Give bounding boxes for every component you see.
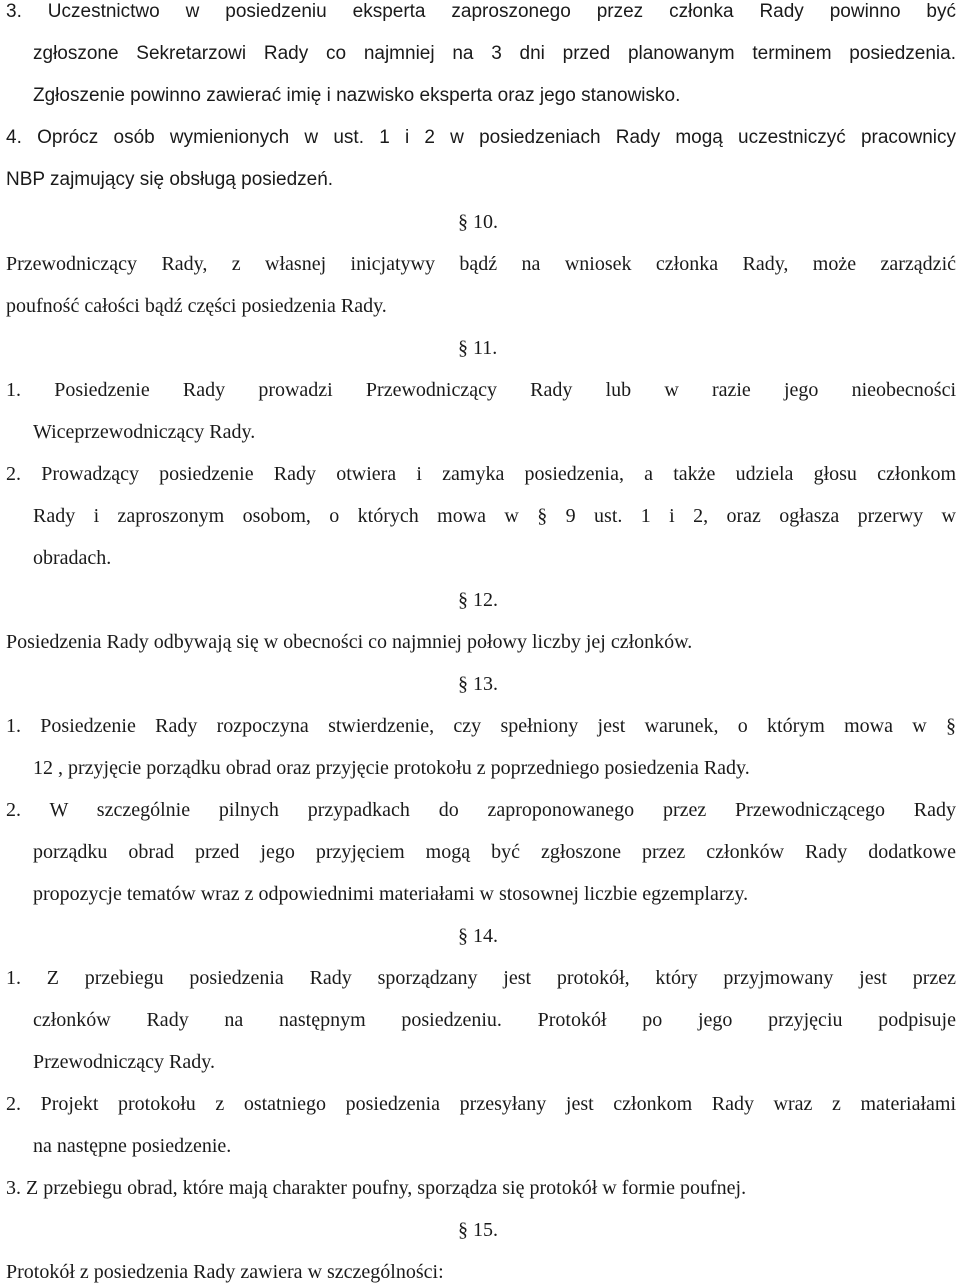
para-13-1-line-2: 12 , przyjęcie porządku obrad oraz przyjęcie protokołu z poprzedniego posiedzenia Rady. [33, 757, 750, 779]
section-heading-10: § 10. [458, 211, 498, 233]
line-text: Posiedzenie Rady prowadzi Przewodniczący Rady lub w razie jego nieobecności [54, 379, 957, 401]
section-heading-13: § 13. [458, 673, 498, 695]
para-9-3-line-2: zgłoszone Sekretarzowi Rady co najmniej na 3 dni przed planowanym terminem posiedzenia. [33, 43, 956, 64]
para-13-2-line-3: propozycje tematów wraz z odpowiednimi materiałami w stosownej liczbie egzemplarzy. [33, 883, 749, 905]
para-11-2-line-2: Rady i zaproszonym osobom, o których mowa w § 9 ust. 1 i 2, oraz ogłasza przerwy w [33, 505, 956, 527]
para-13-2-line-2: porządku obrad przed jego przyjęciem mogą być zgłoszone przez członków Rady dodatkowe [33, 841, 956, 863]
para-14-2-line-1 [6, 1092, 956, 1116]
para-10-line-1: Przewodniczący Rady, z własnej inicjatywy bądź na wniosek członka Rady, może zarządzić [6, 253, 956, 275]
para-14-2-line-2: na następne posiedzenie. [33, 1135, 232, 1157]
para-11-1-line-1 [6, 378, 956, 402]
item-number: 1. [6, 379, 21, 401]
para-14-1-line-3: Przewodniczący Rady. [33, 1051, 215, 1073]
item-number: 2. [6, 799, 21, 821]
para-12-line-1: Posiedzenia Rady odbywają się w obecności co najmniej połowy liczby jej członków. [6, 631, 693, 653]
section-heading-14: § 14. [458, 925, 498, 947]
para-10-line-2: poufność całości bądź części posiedzenia Rady. [6, 295, 387, 317]
para-13-1-line-1 [6, 714, 956, 738]
para-11-1-line-2: Wiceprzewodniczący Rady. [33, 421, 256, 443]
line-text: Projekt protokołu z ostatniego posiedzenia przesyłany jest członkom Rady wraz z materiałami [40, 1093, 957, 1115]
line-text: Oprócz osób wymienionych w ust. 1 i 2 w posiedzeniach Rady mogą uczestniczyć pracownicy [37, 127, 956, 148]
section-heading-11: § 11. [458, 337, 498, 359]
item-number: 2. [6, 463, 21, 485]
line-text: Z przebiegu obrad, które mają charakter poufny, sporządza się protokół w formie poufnej. [26, 1177, 747, 1199]
para-15-line-1: Protokół z posiedzenia Rady zawiera w szczególności: [6, 1261, 444, 1283]
item-number: 1. [6, 967, 21, 989]
line-text: Posiedzenie Rady rozpoczyna stwierdzenie, czy spełniony jest warunek, o którym mowa w § [40, 715, 957, 737]
para-9-3-line-3: Zgłoszenie powinno zawierać imię i nazwisko eksperta oraz jego stanowisko. [33, 85, 681, 106]
section-heading-15: § 15. [458, 1219, 498, 1241]
para-11-2-line-1 [6, 462, 956, 486]
item-number: 2. [6, 1093, 21, 1115]
item-number: 3. [6, 1, 22, 22]
para-11-2-line-3: obradach. [33, 547, 112, 569]
para-13-2-line-1 [6, 798, 956, 822]
para-9-4-line-1 [6, 126, 956, 150]
para-14-1-line-1 [6, 966, 956, 990]
line-text: W szczególnie pilnych przypadkach do zaproponowanego przez Przewodniczącego Rady [49, 799, 957, 821]
item-number: 1. [6, 715, 21, 737]
para-14-1-line-2: członków Rady na następnym posiedzeniu. Protokół po jego przyjęciu podpisuje [33, 1009, 956, 1031]
line-text: Z przebiegu posiedzenia Rady sporządzany jest protokół, który przyjmowany jest przez [46, 967, 957, 989]
item-number: 3. [6, 1177, 21, 1199]
section-heading-12: § 12. [458, 589, 498, 611]
line-text: Uczestnictwo w posiedzeniu eksperta zaproszonego przez członka Rady powinno być [47, 1, 956, 22]
item-number: 4. [6, 127, 22, 148]
para-9-4-line-2: NBP zajmujący się obsługą posiedzeń. [6, 169, 334, 190]
line-text: Prowadzący posiedzenie Rady otwiera i zamyka posiedzenia, a także udziela głosu członkom [41, 463, 957, 485]
para-9-3-line-1 [6, 0, 956, 24]
para-14-3-line-1 [6, 1176, 960, 1200]
